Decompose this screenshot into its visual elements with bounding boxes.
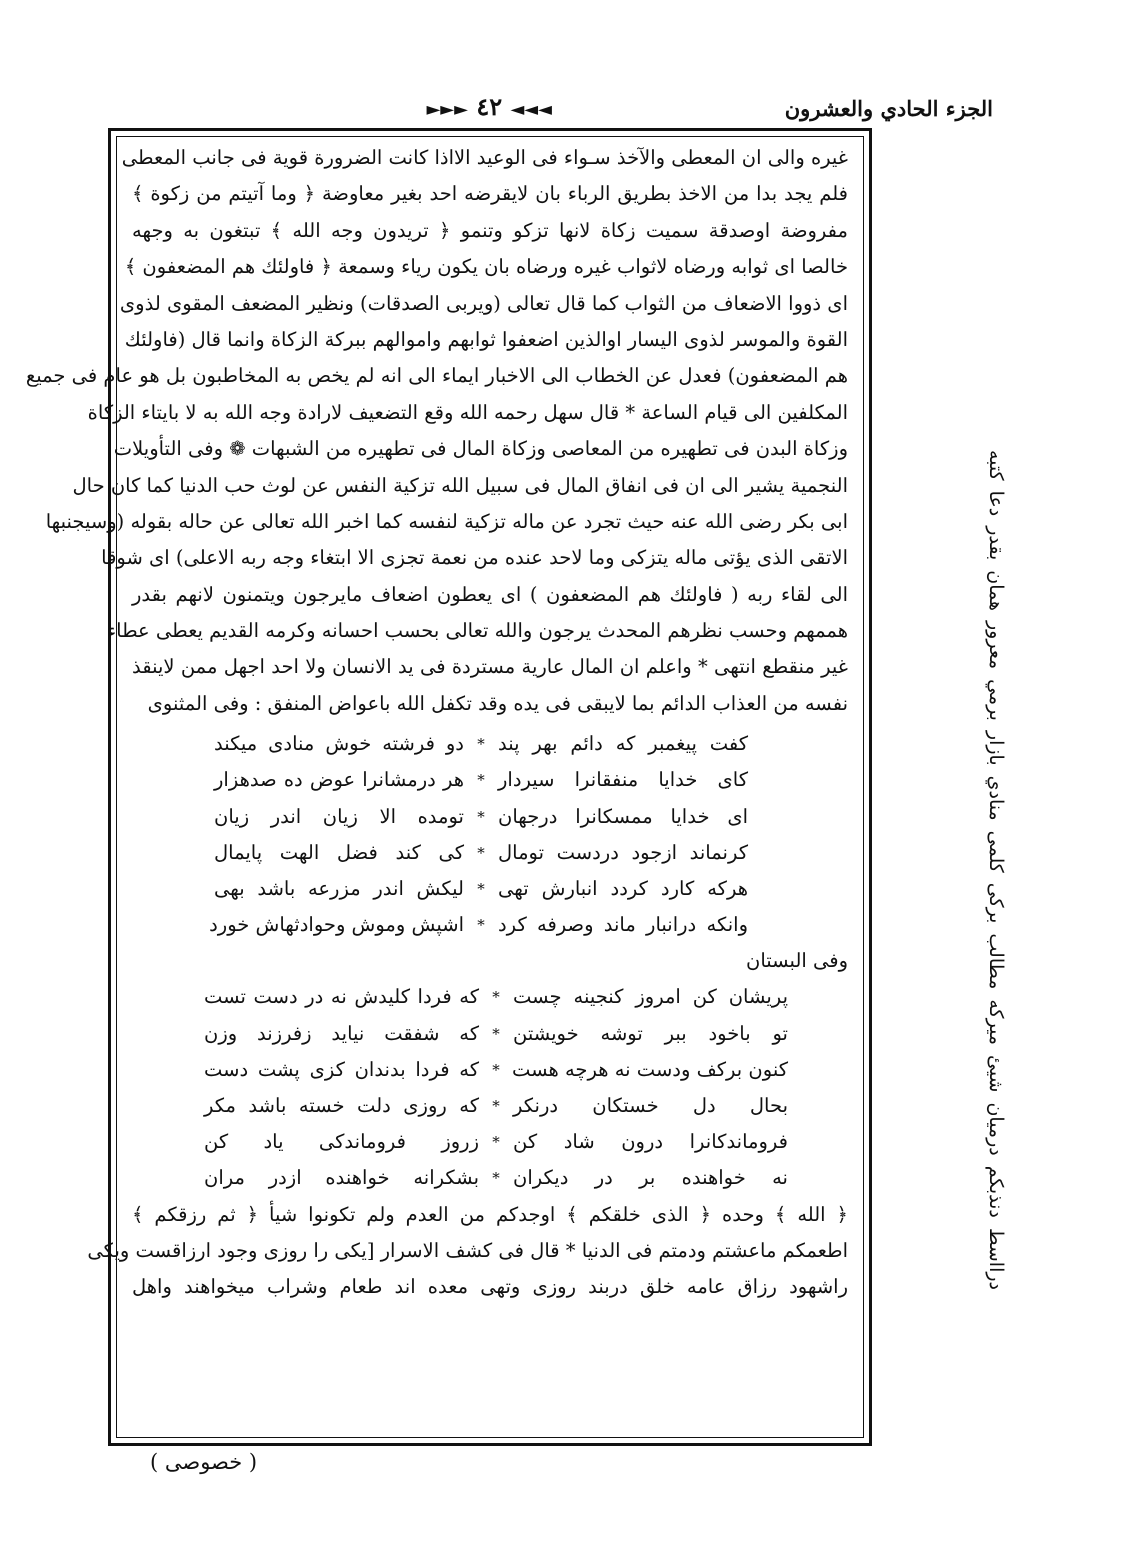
masnavi-verses	[132, 726, 848, 943]
verse-hemistich-second: اشپش وموش وحوادثهاش خورد	[209, 913, 464, 937]
main-text-block	[25, 140, 848, 1306]
bustan-verses	[132, 980, 848, 1197]
prose-line: راشهود رزاق عامه خلق دربند روزى وتهى معده اند طعام وشراب ميخواهند واهل	[132, 1275, 848, 1299]
verse-couplet	[132, 907, 848, 943]
prose-line: خالصا اى ثوابه ورضاه لاثواب غيره ورضاه بان يكون رياء وسمعة ﴿ فاولئك هم المضعفون ﴾	[124, 255, 848, 279]
verse-hemistich-second: بشكرانه خواهنده ازدر مران	[204, 1166, 479, 1190]
running-header-title: الجزء الحادي والعشرون	[784, 96, 993, 121]
verse-couplet	[132, 726, 848, 762]
verse-separator-star: *	[492, 1060, 500, 1079]
prose-block	[25, 140, 848, 722]
prose-line: غير منقطع انتهى * واعلم ان المال عارية مستردة فى يد الانسان ولا احد اجهل ممن لاينقذ	[132, 655, 848, 679]
verse-hemistich-second: ليكش اندر مزرعه باشد بهى	[214, 876, 464, 900]
verse-couplet	[132, 1016, 848, 1052]
verse-hemistich-first: نه خواهنده بر در ديكران	[513, 1166, 788, 1190]
verse-separator-star: *	[477, 843, 485, 862]
verse-couplet	[132, 1052, 848, 1088]
prose-line: نفسه من العذاب الدائم بما لايبقى فى يده وقد تكفل الله باعواض المنفق : وفى المثنوى	[147, 691, 848, 715]
prose-block-end	[87, 1197, 848, 1306]
verse-separator-star: *	[492, 1133, 500, 1152]
verse-couplet	[132, 980, 848, 1016]
prose-line: النجمية يشير الى ان فى انفاق المال فى سبيل الله تزكية النفس عن لوث حب الدنيا كما كان حال	[72, 473, 848, 497]
verse-separator-star: *	[477, 807, 485, 826]
verse-hemistich-first: وانكه درانبار ماند وصرفه كرد	[498, 913, 748, 937]
prose-line: فلم يجد بدا من الاخذ بطريق الرباء بان لايقرضه احد بغير معاوضة ﴿ وما آتيتم من زكوة ﴾	[132, 182, 848, 206]
prose-line: اطعمكم ماعشتم ودمتم فى الدنيا * قال فى كشف الاسرار [يكى را روزى وجود ارزاقست ويكى	[87, 1239, 848, 1263]
verse-separator-star: *	[477, 735, 485, 754]
verse-separator-star: *	[477, 771, 485, 790]
ornament-right: ►►►	[426, 99, 468, 120]
verse-hemistich-second: كه شفقت نيايد زفرزند وزن	[204, 1021, 479, 1045]
verse-hemistich-first: كاى خدايا منفقانرا سيردار	[498, 768, 748, 792]
prose-line: ﴿ الله ﴾ وحده ﴿ الذى خلقكم ﴾ اوجدكم من العدم ولم تكونوا شيأ ﴿ ثم رزقكم ﴾	[132, 1202, 848, 1226]
verse-hemistich-first: پريشان كن امروز كنجينه چست	[513, 985, 788, 1009]
verse-separator-star: *	[477, 916, 485, 935]
ornament-left: ◄◄◄	[510, 99, 552, 120]
prose-line: هممهم وحسب نظرهم المحدث يرجون والله تعالى بحسب احسانه وكرمه القديم يعطى عطاء	[106, 619, 848, 643]
verse-hemistich-second: كه فردا بدندان كزى پشت دست	[204, 1057, 479, 1081]
prose-line: هم المضعفون) فعدل عن الخطاب الى الاخبار ايماء الى انه لم يخص به المخاطبون بل هو عام فى جميع	[25, 364, 848, 388]
verse-couplet	[132, 1124, 848, 1160]
verse-hemistich-second: كى كند فضل الهت پايمال	[214, 840, 464, 864]
verse-hemistich-second: زروز فروماندكى ياد كن	[204, 1130, 479, 1154]
section-heading-bustan: وفى البستان	[746, 949, 848, 973]
verse-couplet	[132, 835, 848, 871]
verse-hemistich-second: تومده الا زيان اندر زيان	[214, 804, 464, 828]
prose-line: مفروضة اوصدقة سميت زكاة لانها تزكو وتنمو ﴿ تريدون وجه الله ﴾ تبتغون به وجهه	[132, 218, 848, 242]
verse-hemistich-first: هركه كارد كردد انبارش تهى	[498, 876, 748, 900]
verse-hemistich-second: دو فرشته خوش منادى ميكند	[214, 732, 464, 756]
page-number-value: ٤٢	[476, 92, 503, 121]
verse-separator-star: *	[492, 1024, 500, 1043]
verse-couplet	[132, 871, 848, 907]
verse-hemistich-second: هر درمشانرا عوض ده صدهزار	[214, 768, 464, 792]
verse-hemistich-first: اى خدايا ممسكانرا درجهان	[498, 804, 748, 828]
verse-separator-star: *	[492, 1097, 500, 1116]
prose-line: غيره والى ان المعطى والآخذ سـواء فى الوعيد الااذا كانت الضرورة قوية فى جانب المعطى	[121, 146, 848, 169]
verse-hemistich-first: تو باخود ببر توشه خويشتن	[513, 1021, 788, 1045]
catchword: ( خصوصى )	[150, 1450, 258, 1474]
verse-separator-star: *	[492, 1169, 500, 1188]
page-number	[426, 92, 552, 121]
verse-couplet	[132, 1161, 848, 1197]
prose-line: الاتقى الذى يؤتى ماله يتزكى وما لاحد عنده من نعمة تجزى الا ابتغاء وجه ربه الاعلى) اى شوقا	[101, 546, 848, 570]
verse-couplet	[132, 1088, 848, 1124]
verse-hemistich-second: كه فردا كليدش نه در دست تست	[204, 985, 479, 1009]
verse-couplet	[132, 799, 848, 835]
prose-line: الى لقاء ربه ( فاولئك هم المضعفون ) اى يعطون اضعاف مايرجون ويتمنون لانهم بقدر	[132, 582, 848, 606]
verse-hemistich-first: كنون بركف ودست نه هرچه هست	[511, 1057, 788, 1081]
margin-note-text: درااسط دنذبكم درميان شيئ ميركه مطالب بركى كلمى منادي بازار برمي معرور همان بقدر دعا كتبه	[985, 450, 1007, 1290]
verse-hemistich-first: كفت پيغمبر كه دائم بهر پند	[498, 732, 748, 756]
verse-separator-star: *	[477, 879, 485, 898]
verse-hemistich-second: كه روزى دلت خسته باشد مكر	[204, 1094, 479, 1118]
prose-line: ابى بكر رضى الله عنه حيث تجرد عن ماله تزكية لنفسه كما اخبر الله تعالى عن حاله بقوله (وسيجنبها	[45, 509, 848, 533]
prose-line: القوة والموسر لذوى اليسار اوالذين اضعفوا ثوابهم واموالهم ببركة الزكاة وانما قال (فاولئك	[124, 327, 848, 351]
prose-line: المكلفين الى قيام الساعة * قال سهل رحمه الله وقع التضعيف لارادة وجه الله به لا بايتاء الزكاة	[87, 400, 848, 424]
verse-separator-star: *	[492, 988, 500, 1007]
verse-hemistich-first: بحال دل خستكان درنكر	[513, 1094, 788, 1118]
verse-couplet	[132, 762, 848, 798]
verse-hemistich-first: كرنماند ازجود دردست تومال	[498, 840, 748, 864]
verse-hemistich-first: فروماندكانرا درون شاد كن	[513, 1130, 788, 1154]
prose-line: اى ذووا الاضعاف من الثواب كما قال تعالى (ويربى الصدقات) ونظير المضعف المقوى لذوى	[119, 291, 848, 315]
prose-line: وزكاة البدن فى تطهيره من المعاصى وزكاة المال فى تطهيره من الشبهات ❁ وفى التأويلات	[113, 437, 848, 461]
